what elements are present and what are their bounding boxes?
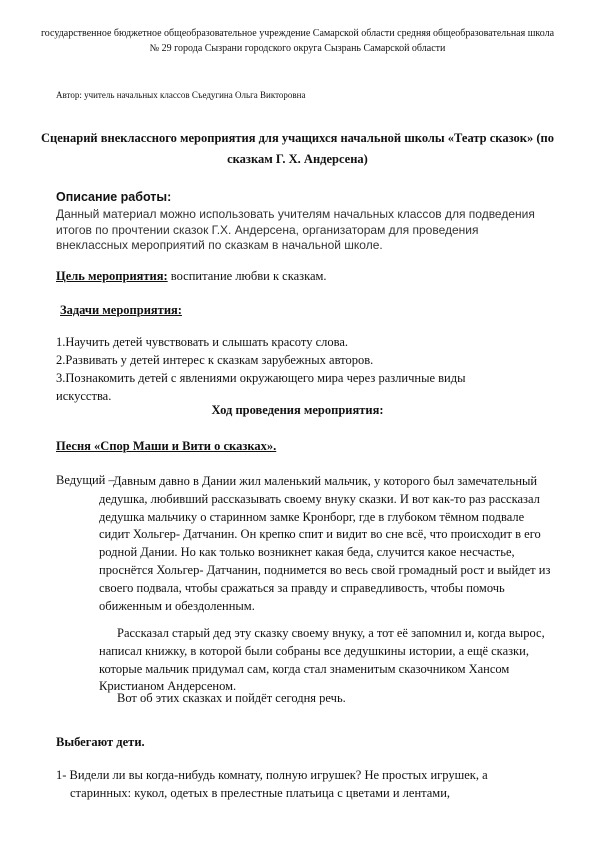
task-item-3: 3.Познакомить детей с явлениями окружающего мира через различные виды [56, 371, 466, 385]
dialogue-line-2: старинных: кукол, одетых в прелестные платьица с цветами и лентами, [70, 786, 451, 800]
goal-text: воспитание любви к сказкам. [167, 269, 327, 283]
task-item-2: 2.Развивать у детей интерес к сказкам зарубежных авторов. [56, 353, 374, 367]
task-item-1: 1.Научить детей чувствовать и слышать красоту слова. [56, 335, 349, 349]
description-text: Данный материал можно использовать учителям начальных классов для подведения итогов по прочтении сказок Г.Х. Андерсена, организаторам для проведения внеклассных мероприятий по сказкам в начальной школе. [56, 207, 535, 252]
institution-header: государственное бюджетное общеобразовательное учреждение Самарской области средняя общеобразовательная школа № 29 города Сызрани городского округа Сызрань Самарской области [40, 28, 555, 54]
author-line: Автор: учитель начальных классов Съедугина Ольга Викторовна [56, 90, 306, 100]
host-label: Ведущий – [56, 473, 115, 487]
description-heading: Описание работы: [56, 190, 172, 204]
document-title: Сценарий внеклассного мероприятия для учащихся начальной школы «Театр сказок» (по сказкам Г. Х. Андерсена) [41, 131, 554, 166]
tasks-heading: Задачи мероприятия: [60, 303, 182, 317]
dialogue [56, 766, 551, 802]
host-paragraph-2: Рассказал старый дед эту сказку своему внуку, а тот её запомнил и, когда вырос, написал книжку, в которой были собраны все дедушкины истории, а ещё сказки, которые мальчик придумал сам, когда стал знаменитым сказочником Хансом Кристианом Андерсеном. [99, 626, 545, 694]
children-run: Выбегают дети. [56, 735, 145, 749]
tasks-list [56, 333, 551, 405]
course-heading: Ход проведения мероприятия: [211, 403, 384, 417]
host-paragraph-1: Давным давно в Дании жил маленький мальчик, у которого был замечательный дедушка, любивший рассказывать своему внуку сказки. И вот как-то раз рассказал дедушка мальчику о старинном замке Кронборг, где в глубоком тёмном подвале сидит Хольгер- Датчанин. Он крепко спит и видит во сне всё, что происходит в его родной Дании. Но как только возникнет какая беда, случится какое несчастье, проснётся Хольгер- Датчанин, поднимется во весь свой громадный рост и выйдет из своего подвала, чтобы сражаться за правду и справедливость, чтобы помочь обиженным и обездоленным. [99, 474, 551, 613]
goal-label: Цель мероприятия: [56, 269, 168, 283]
dialogue-line-1: 1- Видели ли вы когда-нибудь комнату, полную игрушек? Не простых игрушек, а [56, 768, 488, 782]
host-paragraph-3: Вот об этих сказках и пойдёт сегодня речь. [117, 691, 346, 705]
song-title: Песня «Спор Маши и Вити о сказках». [56, 439, 277, 453]
task-item-3-cont: искусства. [56, 389, 112, 403]
goal-line [56, 269, 327, 284]
